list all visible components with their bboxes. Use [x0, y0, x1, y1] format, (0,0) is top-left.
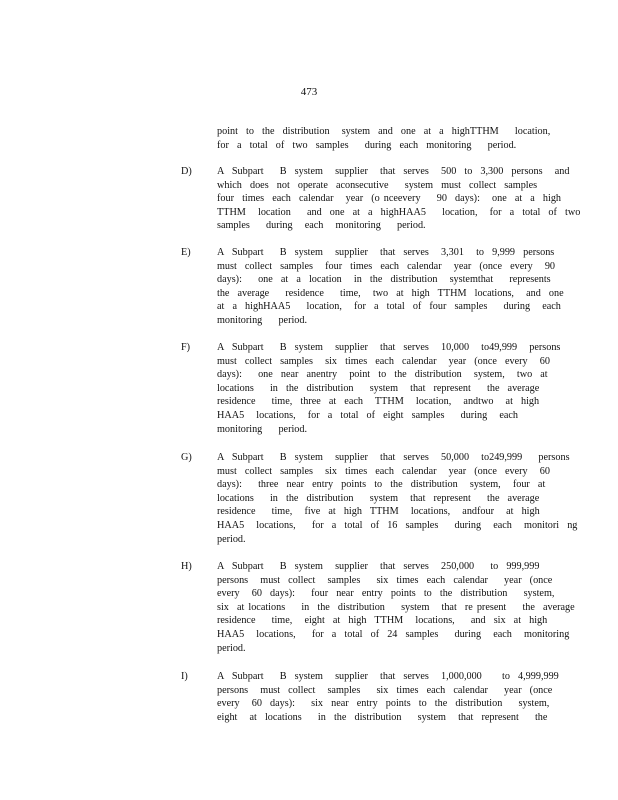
item-label: H) [181, 561, 192, 572]
text-line: A Subpart B system supplier that serves 1,000,000 to 4,999,999 [217, 671, 559, 682]
item-label: I) [181, 671, 188, 682]
text-line: locations in the distribution system that represent the average [217, 382, 540, 394]
text-line: every 60 days): four near entry points to the distribution system, [217, 588, 555, 600]
text-line: monitoring period. [217, 314, 308, 326]
text-line: A Subpart B system supplier that serves 500 to 3,300 persons and [217, 166, 570, 177]
text-line: persons must collect samples six times each calendar year (once [217, 574, 553, 586]
text-line: which does not operate aconsecutive system must collect samples [217, 179, 538, 191]
item-body [217, 165, 581, 233]
text-line: A Subpart B system supplier that serves 50,000 to249,999 persons [217, 452, 570, 463]
text-line: monitoring period. [217, 423, 308, 435]
text-line: eight at locations in the distribution system that represent the [217, 711, 548, 723]
text-line: point to the distribution system and one at a highTTHM location, [217, 126, 551, 137]
item-label: E) [181, 247, 191, 258]
text-line: A Subpart B system supplier that serves 3,301 to 9,999 persons [217, 247, 555, 258]
text-line: at a highHAA5 location, for a total of four samples during each [217, 301, 561, 313]
item-body [217, 670, 559, 724]
item-label: F) [181, 342, 191, 353]
text-line: must collect samples four times each calendar year (once every 90 [217, 260, 556, 272]
item-label: D) [181, 166, 192, 177]
text-line: period. [217, 533, 246, 545]
text-line: HAA5 locations, for a total of 24 samples during each monitoring [217, 628, 570, 640]
text-line: period. [217, 642, 246, 654]
continuation-paragraph [217, 125, 551, 152]
text-line: must collect samples six times each calendar year (once every 60 [217, 465, 550, 477]
text-line: HAA5 locations, for a total of eight samples during each [217, 409, 519, 421]
item-body [217, 246, 564, 328]
text-line: must collect samples six times each calendar year (once every 60 [217, 355, 550, 367]
text-line: days): one at a location in the distribution systemthat represents [217, 274, 551, 286]
item-body [217, 341, 561, 436]
text-line: residence time, eight at high TTHM locations, and six at high [217, 615, 548, 627]
text-line: residence time, three at each TTHM location, andtwo at high [217, 396, 540, 408]
text-line: days): one near anentry point to the distribution system, two at [217, 369, 548, 381]
text-line: persons must collect samples six times each calendar year (once [217, 684, 553, 696]
item-label: G) [181, 452, 192, 463]
text-line: HAA5 locations, for a total of 16 samples during each monitori ng [217, 519, 578, 531]
text-line: A Subpart B system supplier that serves 250,000 to 999,999 [217, 561, 540, 572]
text-line: six at locations in the distribution system that re present the average [217, 601, 575, 613]
text-line: locations in the distribution system that represent the average [217, 492, 540, 504]
item-body [217, 451, 578, 546]
text-line: days): three near entry points to the distribution system, four at [217, 479, 546, 491]
page-number: 473 [300, 86, 318, 98]
text-line: for a total of two samples during each monitoring period. [217, 139, 517, 151]
text-line: TTHM location and one at a highHAA5 location, for a total of two [217, 206, 581, 218]
text-line: A Subpart B system supplier that serves 10,000 to49,999 persons [217, 342, 561, 353]
text-line: residence time, five at high TTHM locations, andfour at high [217, 506, 540, 518]
text-line: samples during each monitoring period. [217, 220, 426, 232]
text-line: every 60 days): six near entry points to the distribution system, [217, 698, 550, 710]
item-body [217, 560, 575, 655]
text-line: the average residence time, two at high TTHM locations, and one [217, 287, 564, 299]
text-line: four times each calendar year (o nceevery 90 days): one at a high [217, 193, 562, 205]
